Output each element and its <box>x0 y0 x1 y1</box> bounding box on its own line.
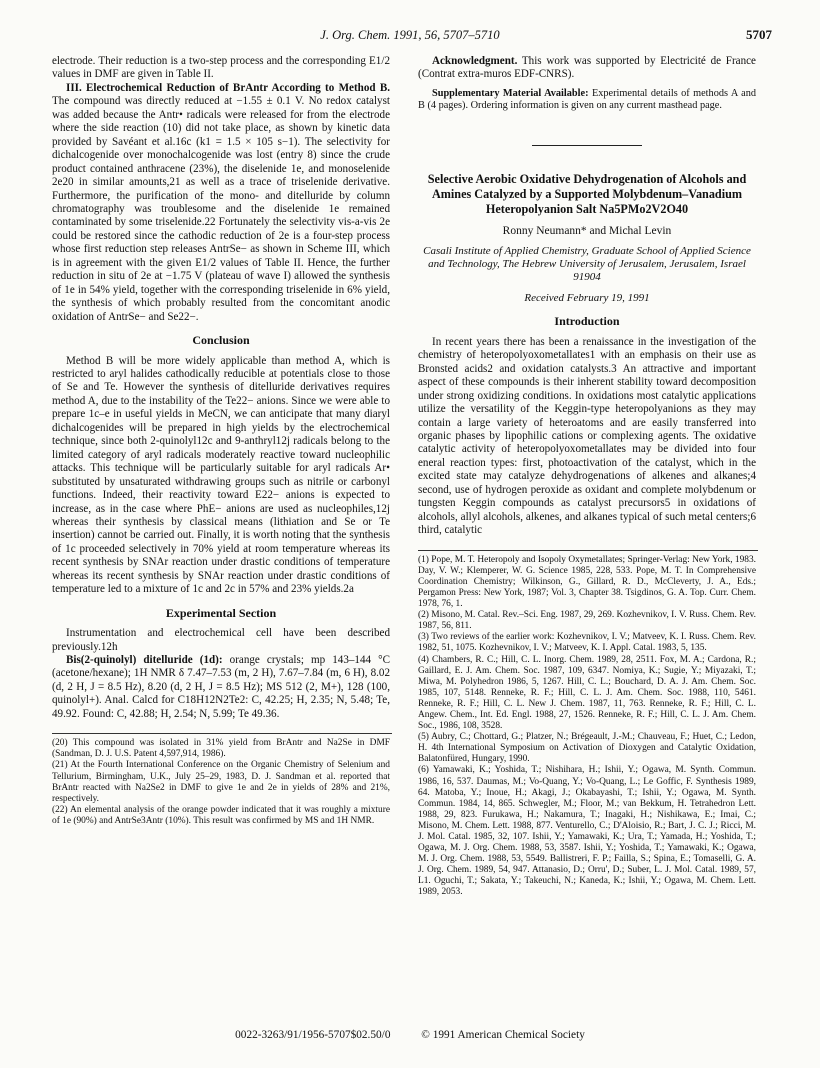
paragraph-electrode: electrode. Their reduction is a two-step process and the corresponding E1/2 values in DMF are given in Table II. <box>52 55 390 81</box>
conclusion-body: Method B will be more widely applicable than method A, which is restricted to aryl halides cathodically reducible at potentials close to those of Se and Te. However the synthesis of ditelluride derivatives requires method A, due to the instability of the Te22− anions. Since we were able to prepare 1c–e in useful yields in MeCN, we can anticipate that many diaryl dichalcogenides will be prepared in high yields by the electrochemical technique, since both 2-quinolyl12c and 9-anthryl12j radicals belong to the limited category of aryl radicals moderately reactive toward nucleophilic attacks. This technique will be particularly suitable for aryl radicals Ar• substituted by unsaturated withdrawing groups such as nitrile or carbonyl functions. Indeed, their reactivity toward E22− anions is expected to increase, as in the case where PhE− anions are used as nucleophiles,12j whereas their synthesis by classical means (lithiation and Se or Te insertion) cannot be carried out. Finally, it is worth noting that the synthesis of 1c proceeded selectively in 70% yield at room temperature whereas its recent synthesis by SNAr reaction under drastic conditions of temperature whereas its recent synthesis by SNAr reaction under drastic conditions of temperature led to a mixture of 1c and 2c in 57% and 23% yields.2a <box>52 354 390 596</box>
footnote: (5) Aubry, C.; Chottard, G.; Platzer, N.; Brégeault, J.-M.; Chauveau, F.; Huet, C.; Ledon, H. 4th International Symposium on Activation of Dioxygen and Catalytic Oxidation, Balatonfüred, Hungary, 1990. <box>418 732 756 765</box>
footnote: (6) Yamawaki, K.; Yoshida, T.; Nishihara, H.; Ishii, Y.; Ogawa, M. Synth. Commun. 1986, 16, 537. Daumas, M.; Vo-Quang, Y.; Vo-Quang, L.; Le Goffic, F. Synthesis 1989, 64. Matoba, Y.; Inoue, H.; Akagi, J.; Okabayashi, T.; Ishii, Y.; Ogawa, M. Synth. Commun. 1984, 14, 865. Schwegler, M.; Floor, M.; van Bekkum, H. Tetrahedron Lett. 1988, 29, 823. Furukawa, H.; Nakamura, T.; Inagaki, H.; Nishikawa, E.; Imai, C.; Misono, M. Chem. Lett. 1988, 877. Venturello, C.; D'Aloisio, R.; Bart, J. C. J.; Ricci, M. J. Mol. Catal. 1985, 32, 107. Ishii, Y.; Yamawaki, K.; Ura, T.; Yamada, H.; Yoshida, T.; Ogawa, M. J. Org. Chem. 1988, 53, 3587. Ishii, Y.; Yoshida, T.; Yamawaki, K.; Ogawa, M. J. Org. Chem. 1988, 53, 5549. Ballistreri, F. P.; Failla, S.; Spina, E.; Tomaselli, G. A. J. Org. Chem. 1989, 54, 947. Attanasio, D.; Orru', D.; Suber, L. J. Mol. Catal. 1989, 57, L1. Oguchi, T.; Sakata, Y.; Takeuchi, N.; Kaneda, K.; Ishii, Y.; Ogawa, M. Chem. Lett. 1989, 2053. <box>418 765 756 898</box>
compound-1d-body: orange crystals; mp 143–144 °C (acetone/hexane); 1H NMR δ 7.47–7.53 (m, 2 H), 7.67–7.84 (m, 6 H), 8.02 (d, 2 H, J = 8.5 Hz), 8.20 (d, 2 H, J = 8.5 Hz); MS 512 (2, M+), 128 (100, quinolyl+). Anal. Calcd for C18H12N2Te2: C, 42.25; H, 2.35; N, 5.48; Te, 49.92. Found: C, 42.88; H, 2.54; N, 5.99; Te 49.36. <box>52 654 390 720</box>
footnote-divider <box>418 550 758 551</box>
acknowledgment <box>418 55 756 82</box>
footnote: (20) This compound was isolated in 31% yield from BrAntr and Na2Se in DMF (Sandman, D. J. U.S. Patent 4,597,914, 1986). <box>52 738 390 760</box>
footnote: (21) At the Fourth International Conference on the Organic Chemistry of Selenium and Tellurium, Birmingham, U.K., July 25–29, 1983, D. J. Sandman et al. reported that BrAntr reacted with Na2Se2 in DMF to give 1e and 2e in yields of 28% and 21%, respectively. <box>52 760 390 804</box>
conclusion-heading: Conclusion <box>192 333 250 348</box>
right-column <box>418 55 756 899</box>
section-iii <box>52 82 390 324</box>
left-column <box>52 55 390 827</box>
article-title: Selective Aerobic Oxidative Dehydrogenation of Alcohols and Amines Catalyzed by a Supported Molybdenum–Vanadium Heteropolyanion Salt Na5PMo2V2O40 <box>427 171 747 216</box>
introduction-heading: Introduction <box>554 314 620 329</box>
section-iii-heading: III. Electrochemical Reduction of BrAntr According to Method B. <box>66 81 390 94</box>
article-divider <box>532 145 642 146</box>
introduction-body: In recent years there has been a renaissance in the investigation of the chemistry of heteropolyoxometallates1 with an emphasis on their use as Bronsted acids2 and oxidation catalysts.3 An attractive and important aspect of these compounds is their inherent stability toward decomposition under strong oxidizing conditions. In oxidations most catalytic applications utilize the versatility of the Keggin-type heteropolyanions as they may contain a large variety of heteroatoms and are easily transferred into organic phases by lipophilic cations or complexing agents. The oxidative catalytic activity of heteropolyoxometallates may be divided into four eneral reaction types: first, photoactivation of the catalyst, which in the excited state may catalyze dehydrogenations of alkenes and alkanes;4 second, use of hydrogen peroxide as oxidant and complete molybdenum or tungsten Keggin compounds as catalyst precursors5 in oxidations of alcohols, allyl alcohols, alkenes, and alkanes typical of such metal centers;6 third, catalytic <box>418 335 756 537</box>
affiliation: Casali Institute of Applied Chemistry, Graduate School of Applied Science and Technology, The Hebrew University of Jerusalem, Jerusalem, Israel 91904 <box>423 244 751 283</box>
experimental-body: Instrumentation and electrochemical cell have been described previously.12h <box>52 627 390 653</box>
acknowledgment-heading: Acknowledgment. <box>432 55 518 67</box>
supplementary <box>418 88 756 113</box>
footnote: (1) Pope, M. T. Heteropoly and Isopoly Oxymetallates; Springer-Verlag: New York, 1983. Day, V. W.; Klemperer, W. G. Science 1985, 228, 533. Pope, M. T. In Comprehensive Coordination Chemistry; Wilkinson, G., Gillard, R. D., McCleverty, J. A., Eds.; Pergamon Press: New York, 1987; Vol. 3, Chapter 38. Tsigdinos, G. A. Top. Curr. Chem. 1978, 76, 1. <box>418 554 756 610</box>
compound-1d <box>52 654 390 721</box>
compound-1d-heading: Bis(2-quinolyl) ditelluride (1d): <box>66 654 223 667</box>
left-footnotes <box>52 738 390 827</box>
supplementary-heading: Supplementary Material Available: <box>432 87 589 99</box>
footnote: (22) An elemental analysis of the orange powder indicated that it was roughly a mixture of 1e (90%) and AntrSe3Antr (10%). This result was confirmed by MS and 1H NMR. <box>52 804 390 826</box>
article-code: 0022-3263/91/1956-5707$02.50/0 <box>235 1029 391 1041</box>
footnote-divider <box>52 733 392 734</box>
journal-header: J. Org. Chem. 1991, 56, 5707–5710 <box>320 28 500 42</box>
footnote: (4) Chambers, R. C.; Hill, C. L. Inorg. Chem. 1989, 28, 2511. Fox, M. A.; Cardona, R.; Gaillard, E. J. Am. Chem. Soc. 1987, 109, 6347. Nomiya, K.; Sugie, Y.; Miyazaki, T.; Miwa, M. Polyhedron 1986, 5, 1267. Hill, C. L.; Bouchard, D. A. J. Am. Chem. Soc. 1985, 107, 5148. Renneke, R. F.; Hill, C. L. J. Am. Chem. Soc. 1988, 110, 5461. Renneke, R. F.; Hill, C. L. New J. Chem. 1987, 11, 763. Renneke, R. F.; Hill, C. L. Angew. Chem., Int. Ed. Engl. 1988, 27, 1526. Renneke, R. F.; Hill, C. L. J. Am. Chem. Soc., 1986, 108, 3528. <box>418 654 756 732</box>
acknowledgment-body: This work was supported by Electricité de France (Contrat extra-muros EDF-CNRS). <box>418 55 756 81</box>
experimental-heading: Experimental Section <box>165 605 277 620</box>
authors: Ronny Neumann* and Michal Levin <box>502 224 672 237</box>
right-footnotes <box>418 555 756 899</box>
received-date: Received February 19, 1991 <box>524 291 650 304</box>
supplementary-body: Experimental details of methods A and B (4 pages). Ordering information is given on any current masthead page. <box>418 87 756 112</box>
copyright: © 1991 American Chemical Society <box>421 1029 585 1041</box>
page-number: 5707 <box>746 27 772 42</box>
section-iii-body: The compound was directly reduced at −1.55 ± 0.1 V. No redox catalyst was added because the Antr• radicals were released for from the electrode where the side reaction (10) did not take place, as shown by kinetic data provided by Savéant et al.16c (k1 = 1.5 × 105 s−1). The selectivity for dichalcogenide over monochalcogenide was lost (entry 8) since the crude product contained anthracene (23%), the diselenide 1e, and monoselenide 2e20 in similar amounts,21 as well as a trace of triselenide derivative. Furthermore, the purification of the mono- and ditelluride by column chromatography was troublesome and the diselenide 1e remained contaminated by some triselenide.22 Fortunately the selectivity vis-a-vis 2e could be restored since the cathodic reduction of 2e is a four-step process whose first reduction step releases AntrSe− as shown in Scheme III, which is in agreement with the given E1/2 values of Table II. Hence, the further reduction in situ of 2e at −1.75 V (plateau of wave I) allowed the synthesis of 1e in 54% yield, together with the corresponding triselenide in 6% yield, the synthesis of which probably resulted from the concomitant anodic oxidation of AntrSe− and Se22−. <box>52 95 390 323</box>
footnote: (3) Two reviews of the earlier work: Kozhevnikov, I. V.; Matveev, K. I. Russ. Chem. Rev. 1982, 51, 1075. Kozhevnikov, I. V.; Matveev, K. I. Appl. Catal. 1983, 5, 135. <box>418 632 756 654</box>
footnote: (2) Misono, M. Catal. Rev.–Sci. Eng. 1987, 29, 269. Kozhevnikov, I. V. Russ. Chem. Rev. 1987, 56, 811. <box>418 610 756 632</box>
page-footer <box>0 1029 820 1041</box>
